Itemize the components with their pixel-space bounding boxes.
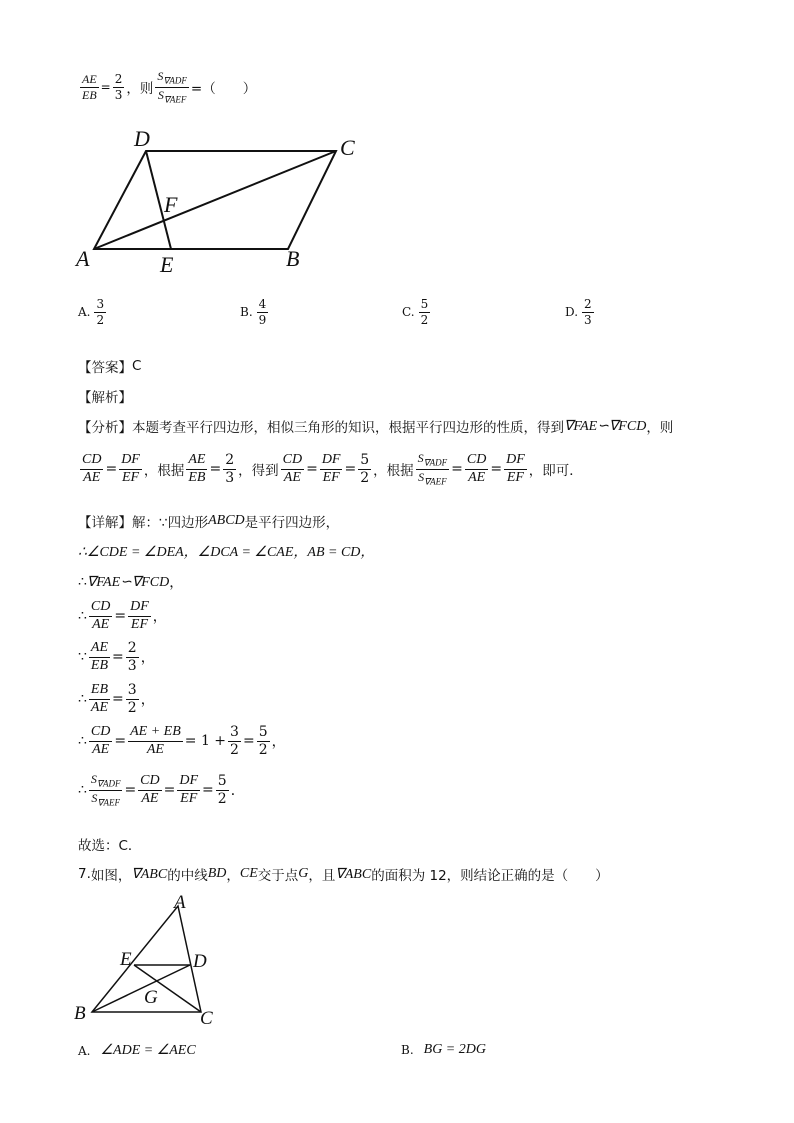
fraction: $\frac{2}{3}$ [225,452,235,486]
segment-ac [94,151,336,249]
fraction: $\frac{CD}{AE}$ [282,452,303,485]
label-e: E [120,949,132,970]
detail-line-2: ∴∠CDE = ∠DEA，∠DCA = ∠CAE，AB = CD， [78,545,375,560]
detail-line-5: ∵ $\frac{AE}{EB}$ = $\frac{2}{3}$ ， [78,640,155,674]
option-d[interactable]: D. $\frac{2}{3}$ [565,297,592,327]
detail-line-4: ∴ $\frac{CD}{AE}$ = $\frac{DF}{EF}$ ， [78,599,167,632]
fenxi-line-1: 【分析】 本题考查平行四边形，相似三角形的知识，根据平行四边形的性质，得到 ∇FAE∽∇FCD ，则 [78,418,674,436]
fraction: $\frac{S_{\nabla ADF}}{S_{\nabla AEF}}$ [417,451,448,487]
fraction: $\frac{CD}{AE}$ [466,452,487,485]
label-f: F [164,192,178,217]
fraction: $\frac{5}{2}$ [420,297,429,327]
triangle-figure [70,890,230,1030]
label-b: B [74,1003,86,1024]
fraction: $\frac{S_{\nabla ADF}}{S_{\nabla AEF}}$ [157,69,187,105]
parallelogram-figure [70,122,370,282]
detail-line-6: ∴ $\frac{EB}{AE}$ = $\frac{3}{2}$ ， [78,682,155,716]
segment-bd [92,965,190,1012]
fenxi-line-2: $\frac{CD}{AE}$ = $\frac{DF}{EF}$ ，根据 $\frac{AE}{EB}$ = $\frac{2}{3}$ ，得到 $\frac{CD}{AE}$ = $\frac{DF}{EF}$ = $\frac{5}{2}$ ，根据 $\frac{S_{\nabla ADF}}{S_{\nabla AEF}}$ = $\frac{CD}{AE}$ = $\frac{DF}{EF}$ ，即可． [82,451,583,487]
label-c: C [340,135,355,160]
label-b: B [286,246,300,271]
detail-line-7: ∴ $\frac{CD}{AE}$ = $\frac{AE + EB}{AE}$ = 1 + $\frac{3}{2}$ = $\frac{5}{2}$ ， [78,724,286,758]
fraction: $\frac{3}{2}$ [96,297,105,327]
option-c[interactable]: C. $\frac{5}{2}$ [402,297,429,327]
q6-stem: $\frac{AE}{EB}$ = $\frac{2}{3}$ ，则 $\frac{S_{\nabla ADF}}{S_{\nabla AEF}}$ =（ ） [82,69,257,105]
answer-line: 【答案】 C [78,358,142,376]
label-d: D [134,126,150,151]
fraction: $\frac{2}{3}$ [114,72,123,102]
label-d: D [193,951,207,972]
option-a[interactable]: A. ∠ADE = ∠AEC [78,1043,196,1058]
label-e: E [160,252,174,277]
detail-line-1: 【详解】 解：∵四边形 ABCD 是平行四边形， [78,513,340,531]
fraction: $\frac{DF}{EF}$ [506,452,525,485]
fraction: $\frac{CD}{AE}$ [82,452,102,485]
conclusion: 故选：C． [78,838,142,854]
detail-line-8: ∴ $\frac{S_{\nabla ADF}}{S_{\nabla AEF}}$ = $\frac{CD}{AE}$ = $\frac{DF}{EF}$ = $\frac{5}{2}$ ． [78,772,245,808]
label-a: A [174,892,186,913]
fraction: $\frac{AE}{EB}$ [188,452,206,485]
label-a: A [76,246,90,271]
option-b[interactable]: B. $\frac{4}{9}$ [240,297,267,327]
label-g: G [144,987,158,1008]
detail-line-3: ∴ ∇FAE∽∇FCD ， [78,574,184,591]
q7-stem: 7. 如图， ∇ABC 的中线 BD ， CE 交于点 G ，且 ∇ABC 的面积为 12，则结论正确的是（ ） [78,866,609,884]
fraction: $\frac{AE}{EB}$ [82,72,97,102]
fraction: $\frac{5}{2}$ [360,452,370,486]
analysis-label: 【解析】 [78,390,132,406]
option-a[interactable]: A. $\frac{3}{2}$ [78,297,105,327]
fraction: $\frac{DF}{EF}$ [321,452,341,485]
fraction: $\frac{2}{3}$ [584,297,592,327]
option-b[interactable]: B. BG = 2DG [401,1042,486,1057]
label-c: C [200,1008,213,1029]
fraction: $\frac{DF}{EF}$ [121,452,140,485]
fraction: $\frac{4}{9}$ [258,297,267,327]
